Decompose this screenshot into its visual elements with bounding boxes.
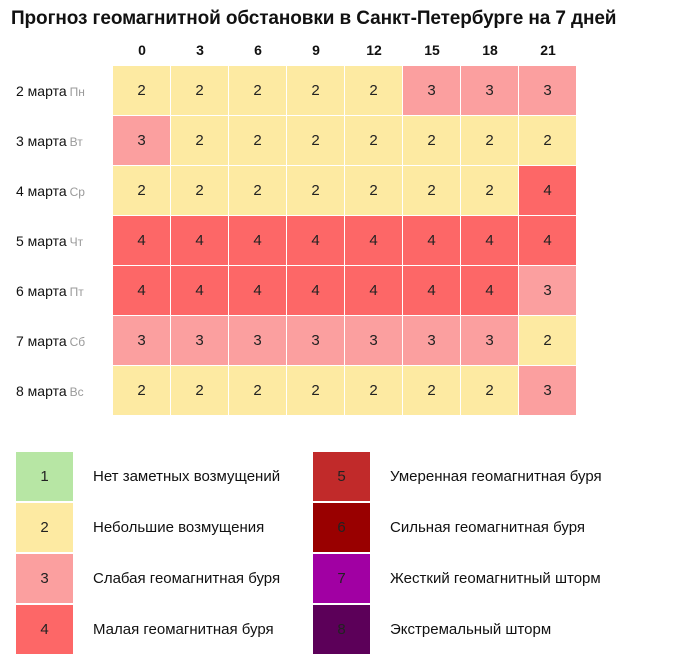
heatmap-cell: 3: [113, 316, 170, 365]
heatmap-cell: 2: [113, 366, 170, 415]
legend-swatch: 4: [16, 605, 73, 654]
heatmap-cell: 3: [403, 66, 460, 115]
row-weekday: Чт: [69, 235, 84, 249]
heatmap-cell: 2: [171, 66, 228, 115]
heatmap-cell: 2: [229, 166, 286, 215]
row-label: [16, 266, 116, 316]
heatmap-cell: 3: [519, 266, 576, 315]
heatmap-cell: 4: [519, 216, 576, 265]
heatmap-cell: 2: [287, 166, 344, 215]
heatmap-cell: 2: [345, 116, 402, 165]
heatmap-cell: 2: [461, 166, 518, 215]
hour-label: 6: [254, 42, 262, 58]
heatmap-cell: 2: [287, 116, 344, 165]
heatmap-cell: 3: [345, 316, 402, 365]
heatmap-cell: 2: [403, 366, 460, 415]
row-weekday: Вт: [69, 135, 83, 149]
hour-label: 15: [424, 42, 440, 58]
heatmap-cell: 2: [171, 116, 228, 165]
heatmap-cell: 2: [345, 366, 402, 415]
heatmap-cell: 2: [519, 116, 576, 165]
hour-label: 3: [196, 42, 204, 58]
hour-label: 12: [366, 42, 382, 58]
legend-swatch: 3: [16, 554, 73, 603]
heatmap-cell: 2: [171, 366, 228, 415]
legend-label: Экстремальный шторм: [390, 621, 552, 638]
heatmap-cell: 2: [287, 366, 344, 415]
row-weekday: Пн: [69, 85, 85, 99]
row-date: 7 марта: [16, 333, 67, 349]
heatmap-cell: 2: [519, 316, 576, 365]
heatmap-cell: 4: [229, 216, 286, 265]
heatmap-cell: 3: [287, 316, 344, 365]
legend-swatch: 6: [313, 503, 370, 552]
heatmap-cell: 3: [461, 66, 518, 115]
heatmap-cell: 2: [345, 166, 402, 215]
legend-label: Слабая геомагнитная буря: [93, 570, 281, 587]
heatmap-cell: 4: [171, 216, 228, 265]
legend-label: Умеренная геомагнитная буря: [390, 468, 602, 485]
row-date: 8 марта: [16, 383, 67, 399]
heatmap-cell: 4: [345, 266, 402, 315]
heatmap-cell: 2: [229, 116, 286, 165]
heatmap-cell: 2: [113, 166, 170, 215]
heatmap-cell: 2: [461, 366, 518, 415]
chart-title: Прогноз геомагнитной обстановки в Санкт-Петербурге на 7 дней: [11, 8, 617, 29]
row-weekday: Вс: [69, 385, 84, 399]
row-date: 3 марта: [16, 133, 67, 149]
legend-swatch: 8: [313, 605, 370, 654]
legend-swatch: 1: [16, 452, 73, 501]
row-weekday: Ср: [69, 185, 85, 199]
row-date: 5 марта: [16, 233, 67, 249]
heatmap-cell: 4: [403, 216, 460, 265]
hour-label: 21: [540, 42, 556, 58]
legend-label: Малая геомагнитная буря: [93, 621, 274, 638]
heatmap-cell: 4: [287, 216, 344, 265]
row-label: [16, 366, 116, 416]
heatmap-cell: 3: [403, 316, 460, 365]
heatmap-cell: 3: [113, 116, 170, 165]
heatmap-cell: 2: [287, 66, 344, 115]
heatmap-cell: 3: [519, 66, 576, 115]
row-date: 4 марта: [16, 183, 67, 199]
heatmap-cell: 2: [229, 366, 286, 415]
row-label: [16, 116, 116, 166]
heatmap-cell: 2: [229, 66, 286, 115]
heatmap-cell: 2: [113, 66, 170, 115]
legend-swatch: 7: [313, 554, 370, 603]
row-label: [16, 166, 116, 216]
row-label: [16, 216, 116, 266]
legend-label: Жесткий геомагнитный шторм: [390, 570, 601, 587]
row-weekday: Сб: [69, 335, 86, 349]
heatmap-cell: 3: [461, 316, 518, 365]
row-date: 6 марта: [16, 283, 67, 299]
heatmap-cell: 4: [287, 266, 344, 315]
heatmap-cell: 3: [171, 316, 228, 365]
heatmap-cell: 4: [345, 216, 402, 265]
heatmap-cell: 3: [229, 316, 286, 365]
heatmap-cell: 3: [519, 366, 576, 415]
heatmap-cell: 4: [403, 266, 460, 315]
legend-label: Нет заметных возмущений: [93, 468, 281, 485]
legend-label: Сильная геомагнитная буря: [390, 519, 585, 536]
row-label: [16, 316, 116, 366]
heatmap-cell: 4: [519, 166, 576, 215]
row-weekday: Пт: [69, 285, 84, 299]
row-date: 2 марта: [16, 83, 67, 99]
heatmap-cell: 2: [403, 116, 460, 165]
legend-swatch: 2: [16, 503, 73, 552]
heatmap-cell: 4: [461, 266, 518, 315]
hour-label: 18: [482, 42, 498, 58]
legend-label: Небольшие возмущения: [93, 519, 265, 536]
hour-label: 0: [138, 42, 146, 58]
row-label: [16, 66, 116, 116]
heatmap-cell: 2: [345, 66, 402, 115]
legend-swatch: 5: [313, 452, 370, 501]
heatmap-cell: 4: [171, 266, 228, 315]
heatmap-cell: 2: [403, 166, 460, 215]
hour-label: 9: [312, 42, 320, 58]
heatmap-cell: 4: [461, 216, 518, 265]
heatmap-cell: 4: [229, 266, 286, 315]
heatmap-cell: 2: [461, 116, 518, 165]
heatmap-cell: 2: [171, 166, 228, 215]
heatmap-cell: 4: [113, 216, 170, 265]
heatmap-cell: 4: [113, 266, 170, 315]
